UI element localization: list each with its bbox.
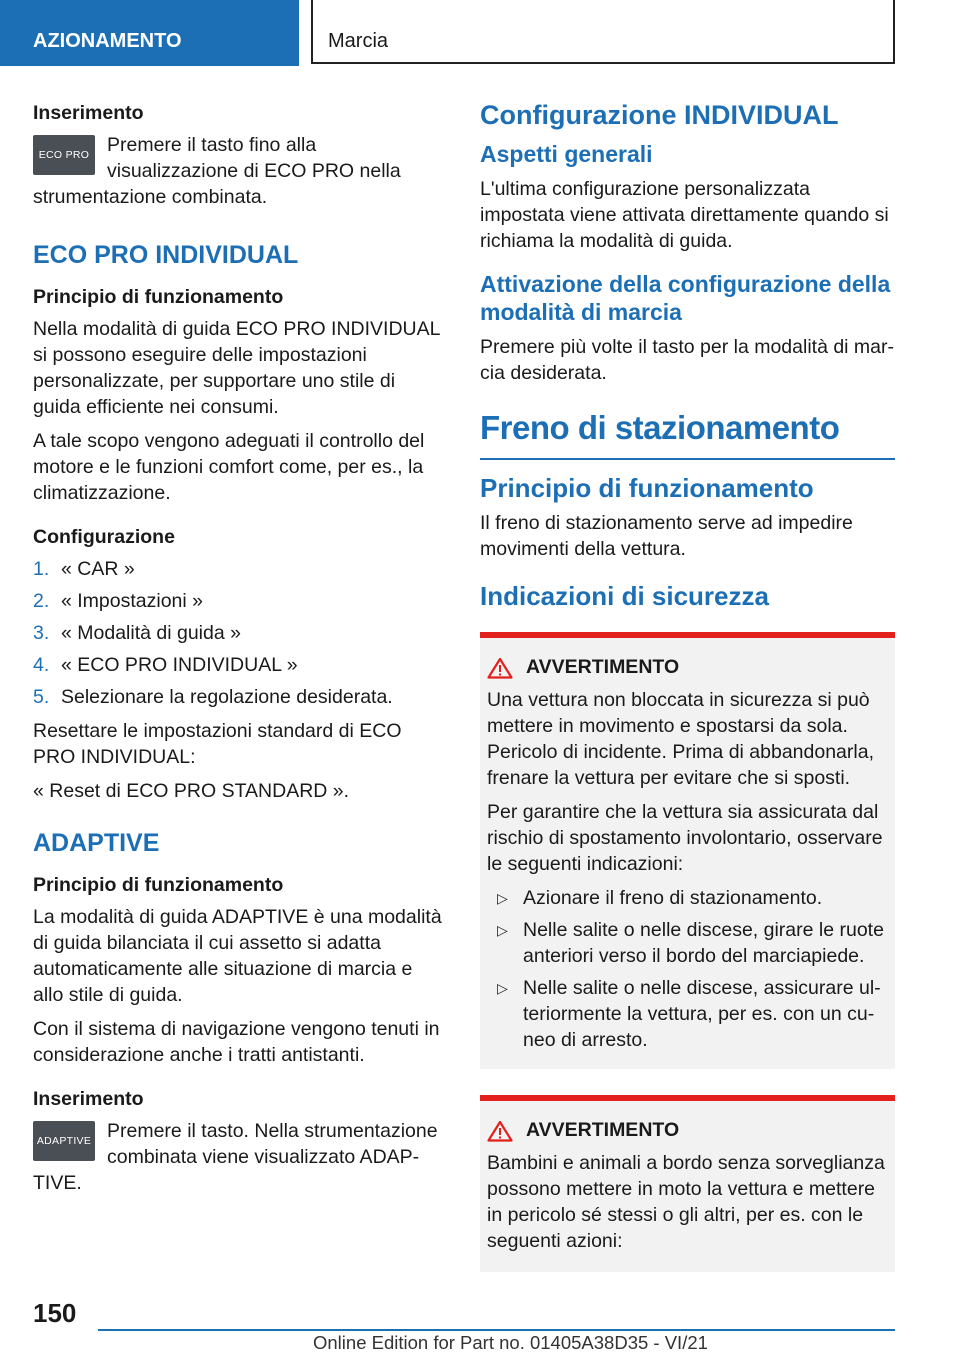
reset-paragraph: Resettare le impostazioni standard di ECO PRO INDIVIDUAL: xyxy=(33,720,402,768)
warning-paragraph-2: Per garantire che la vettura sia assicurata dal rischio di spostamento involontario, osservare le seguenti indicazioni: xyxy=(487,801,883,875)
freno-di-stazionamento-heading: Freno di stazionamento xyxy=(480,408,895,460)
principio-paragraph-1: Nella modalità di guida ECO PRO INDIVIDUAL si possono eseguire delle impostazioni personalizzate, per supportare uno stile di guida efficiente nei consumi. xyxy=(33,318,440,418)
step-item: 4. « ECO PRO INDIVIDUAL » xyxy=(33,654,298,676)
principio-funzionamento-heading: Principio di funzionamento xyxy=(480,473,814,503)
warning-box-2 xyxy=(480,1095,895,1272)
triangle-bullet-icon: ▷ xyxy=(497,980,508,996)
left-column xyxy=(33,100,446,1204)
adaptive-button-icon: ADAPTIVE xyxy=(33,1121,95,1161)
step-number: 1. xyxy=(33,558,50,580)
footer-divider xyxy=(98,1329,895,1331)
attivazione-heading: Attivazione della configurazione della modalità di marcia xyxy=(480,271,891,325)
warning-bullets xyxy=(487,885,888,1053)
adaptive-principio-heading: Principio di funzionamento xyxy=(33,874,284,896)
warning-paragraph-1: Bambini e animali a bordo senza sorveglianza possono mettere in moto la vettura e mettere in pericolo sé stessi o gli altri, per es. con le seguenti azioni: xyxy=(487,1152,885,1252)
principio-paragraph: Il freno di stazionamento serve ad impedire movimenti della vettura. xyxy=(480,512,853,560)
right-column xyxy=(480,100,895,1298)
step-item: 2. « Impostazioni » xyxy=(33,590,203,612)
step-number: 4. xyxy=(33,654,50,676)
configurazione-heading: Configurazione xyxy=(33,526,175,548)
reset-menu-paragraph: « Reset di ECO PRO STANDARD ». xyxy=(33,780,350,802)
aspetti-paragraph: L'ultima configurazione personalizzata impostata viene attivata direttamente quando si richiama la modalità di guida. xyxy=(480,178,889,252)
adaptive-paragraph-2: Con il sistema di navigazione vengono tenuti in considerazione anche i tratti antistanti. xyxy=(33,1018,440,1066)
section-tab: AZIONAMENTO xyxy=(0,0,299,66)
attivazione-paragraph: Premere più volte il tasto per la modalità di marcia desiderata. xyxy=(480,336,895,384)
inserimento-heading: Inserimento xyxy=(33,102,144,124)
step-item: 3. « Modalità di guida » xyxy=(33,622,241,644)
bullet-item: ▷ Nelle salite o nelle discese, girare le ruote anteriori verso il bordo del marciapiede. xyxy=(497,919,884,967)
configuration-steps xyxy=(33,556,446,710)
step-item: 5. Selezionare la regolazione desiderata. xyxy=(33,686,393,708)
bullet-item: ▷ Azionare il freno di stazionamento. xyxy=(497,887,823,909)
warning-triangle-icon xyxy=(487,1120,513,1142)
adaptive-heading: ADAPTIVE xyxy=(33,829,160,857)
chapter-title: Marcia xyxy=(311,0,895,64)
adaptive-paragraph-1: La modalità di guida ADAPTIVE è una modalità di guida bilanciata il cui assetto si adatta automaticamente alle situazione di marcia e allo stile di guida. xyxy=(33,906,442,1006)
step-item: 1. « CAR » xyxy=(33,558,135,580)
indicazioni-sicurezza-heading: Indicazioni di sicurezza xyxy=(480,581,769,611)
step-number: 5. xyxy=(33,686,50,708)
aspetti-generali-heading: Aspetti generali xyxy=(480,141,653,167)
page-number: 150 xyxy=(33,1298,77,1328)
eco-pro-individual-heading: ECO PRO INDIVIDUAL xyxy=(33,241,299,269)
warning-title: AVVERTIMENTO xyxy=(487,1119,888,1142)
triangle-bullet-icon: ▷ xyxy=(497,922,508,938)
configurazione-individual-heading: Configurazione INDIVIDUAL xyxy=(480,100,839,130)
triangle-bullet-icon: ▷ xyxy=(497,890,508,906)
adaptive-instruction-text: Premere il tasto. Nella strumentazione combinata viene visualizzato ADAPTIVE. xyxy=(33,1120,438,1194)
footer-edition: Online Edition for Part no. 01405A38D35 - VI/21 xyxy=(313,1332,708,1353)
ecopro-instruction xyxy=(33,132,446,218)
warning-triangle-icon xyxy=(487,657,513,679)
adaptive-instruction xyxy=(33,1118,446,1204)
inserimento-heading-2: Inserimento xyxy=(33,1088,144,1110)
bullet-item: ▷ Nelle salite o nelle discese, assicurare ulteriormente la vettura, per es. con un cuneo di arresto. xyxy=(497,977,881,1051)
warning-title: AVVERTIMENTO xyxy=(487,656,888,679)
warning-paragraph-1: Una vettura non bloccata in sicurezza si può mettere in movimento e spostarsi da sola. Pericolo di incidente. Prima di abbandonarla, frenare la vettura per evitare che si sposti. xyxy=(487,689,874,789)
eco-pro-button-icon: ECO PRO xyxy=(33,135,95,175)
ecopro-instruction-text: Premere il tasto fino alla visualizzazione di ECO PRO nella strumentazione combinata. xyxy=(33,134,401,208)
step-number: 3. xyxy=(33,622,50,644)
principio-paragraph-2: A tale scopo vengono adeguati il controllo del motore e le funzioni comfort come, per es., la climatizzazione. xyxy=(33,430,425,504)
warning-box-1 xyxy=(480,632,895,1069)
step-number: 2. xyxy=(33,590,50,612)
page-header xyxy=(0,0,960,66)
principio-heading: Principio di funzionamento xyxy=(33,286,284,308)
